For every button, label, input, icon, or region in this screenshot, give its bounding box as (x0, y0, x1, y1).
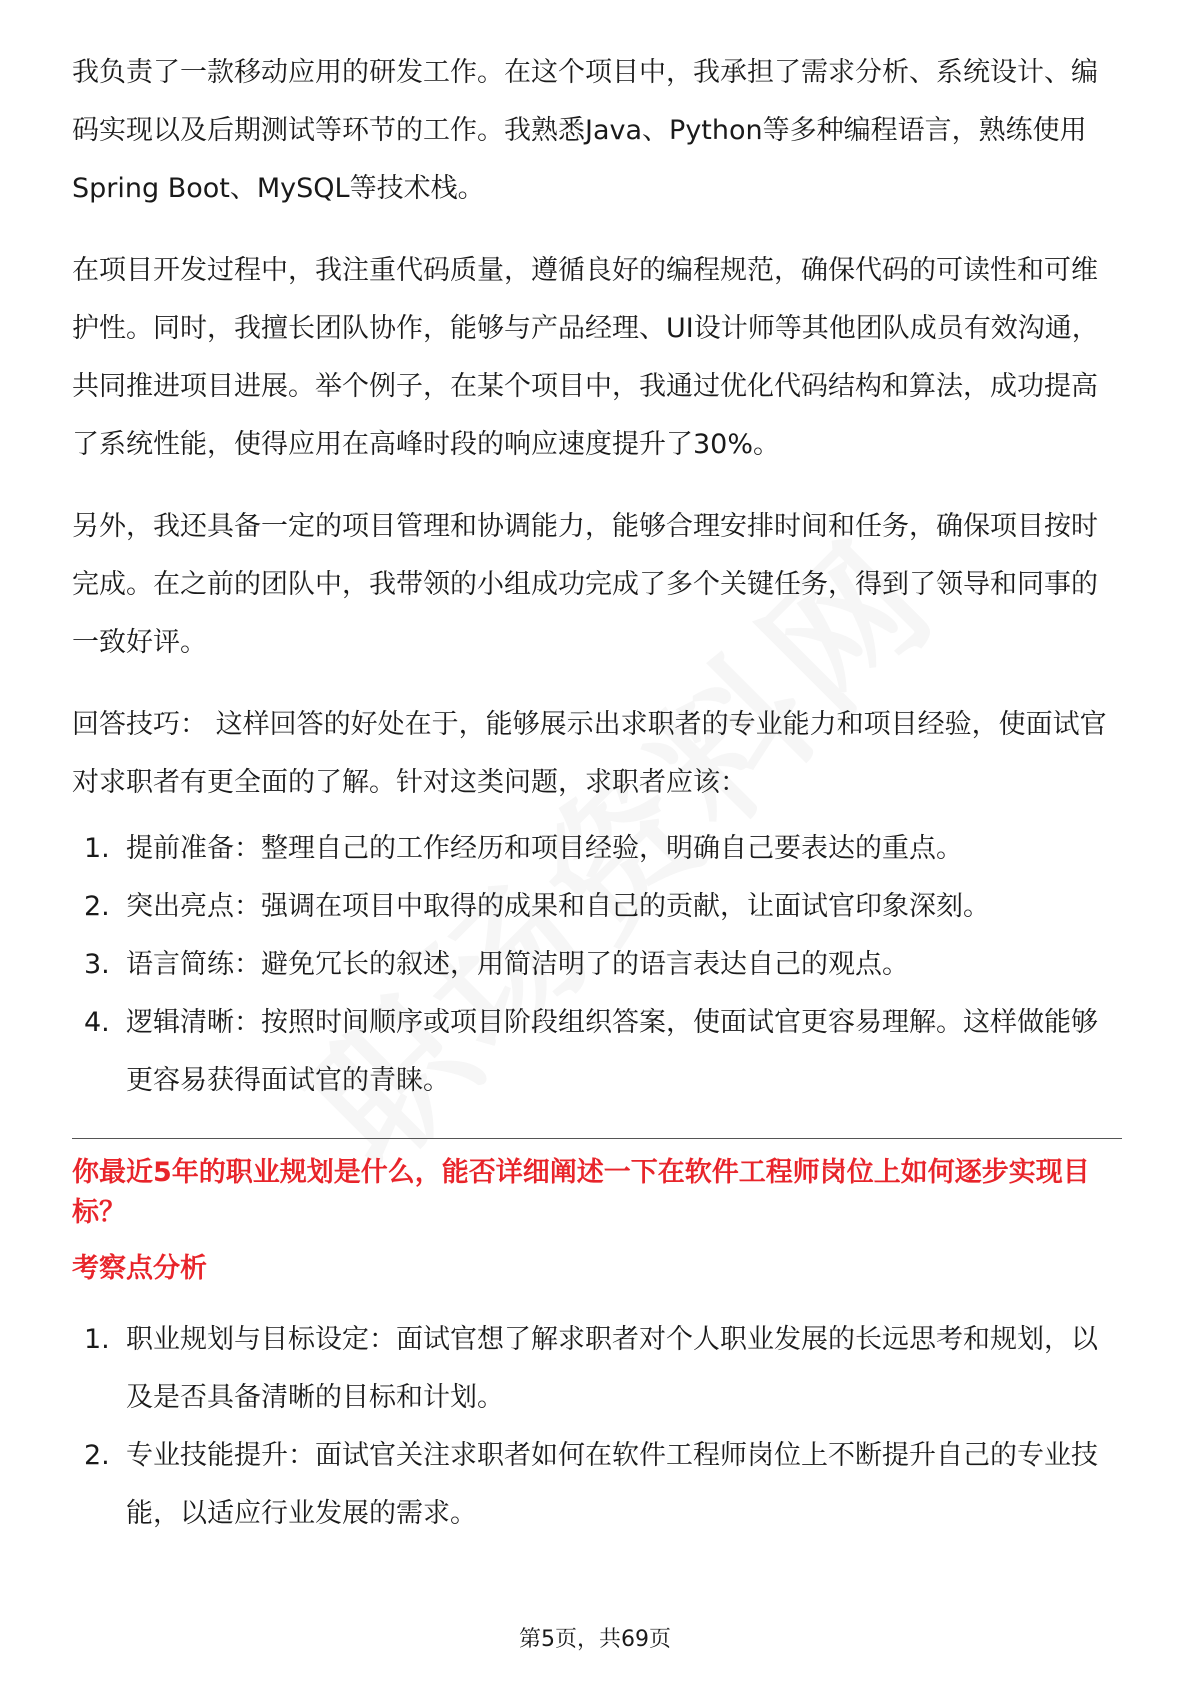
answer-tips-paragraph: 回答技巧： 这样回答的好处在于，能够展示出求职者的专业能力和项目经验，使面试官对求职者有更全面的了解。针对这类问题，求职者应该： (72, 709, 1107, 798)
list-number: 1. (84, 833, 110, 864)
paragraph: 在项目开发过程中，我注重代码质量，遵循良好的编程规范，确保代码的可读性和可维护性。同时，我擅长团队协作，能够与产品经理、UI设计师等其他团队成员有效沟通，共同推进项目进展。举个例子，在某个项目中，我通过优化代码结构和算法，成功提高了系统性能，使得应用在高峰时段的响应速度提升了30%。 (72, 255, 1099, 460)
list-item (72, 820, 1122, 878)
section-divider (72, 1138, 1122, 1139)
list-item-text: 突出亮点：强调在项目中取得的成果和自己的贡献，让面试官印象深刻。 (126, 891, 990, 922)
list-number: 3. (84, 949, 110, 980)
page-number: 第5页，共69页 (519, 1627, 671, 1652)
list-number: 2. (84, 891, 110, 922)
list-number: 1. (84, 1324, 110, 1355)
list-item-text: 提前准备：整理自己的工作经历和项目经验，明确自己要表达的重点。 (126, 833, 963, 864)
list-item (72, 1427, 1122, 1543)
list-number: 2. (84, 1440, 110, 1471)
list-item-text: 专业技能提升：面试官关注求职者如何在软件工程师岗位上不断提升自己的专业技能，以适应行业发展的需求。 (126, 1440, 1098, 1529)
paragraph: 另外，我还具备一定的项目管理和协调能力，能够合理安排时间和任务，确保项目按时完成。在之前的团队中，我带领的小组成功完成了多个关键任务，得到了领导和同事的一致好评。 (72, 511, 1098, 658)
list-item (72, 994, 1122, 1110)
page-content (72, 44, 1122, 1543)
question-heading: 你最近5年的职业规划是什么，能否详细阐述一下在软件工程师岗位上如何逐步实现目标？ (72, 1157, 1090, 1228)
list-item-text: 语言简练：避免冗长的叙述，用简洁明了的语言表达自己的观点。 (126, 949, 909, 980)
analysis-list (72, 1311, 1122, 1543)
list-item (72, 878, 1122, 936)
list-number: 4. (84, 1007, 110, 1038)
tips-list (72, 820, 1122, 1110)
list-item (72, 936, 1122, 994)
list-item (72, 1311, 1122, 1427)
paragraph: 我负责了一款移动应用的研发工作。在这个项目中，我承担了需求分析、系统设计、编码实现以及后期测试等环节的工作。我熟悉Java、Python等多种编程语言，熟练使用Spring Boot、MySQL等技术栈。 (72, 57, 1098, 204)
list-item-text: 逻辑清晰：按照时间顺序或项目阶段组织答案，使面试官更容易理解。这样做能够更容易获得面试官的青睐。 (126, 1007, 1098, 1096)
analysis-title: 考察点分析 (72, 1253, 207, 1284)
list-item-text: 职业规划与目标设定：面试官想了解求职者对个人职业发展的长远思考和规划，以及是否具备清晰的目标和计划。 (126, 1324, 1098, 1413)
